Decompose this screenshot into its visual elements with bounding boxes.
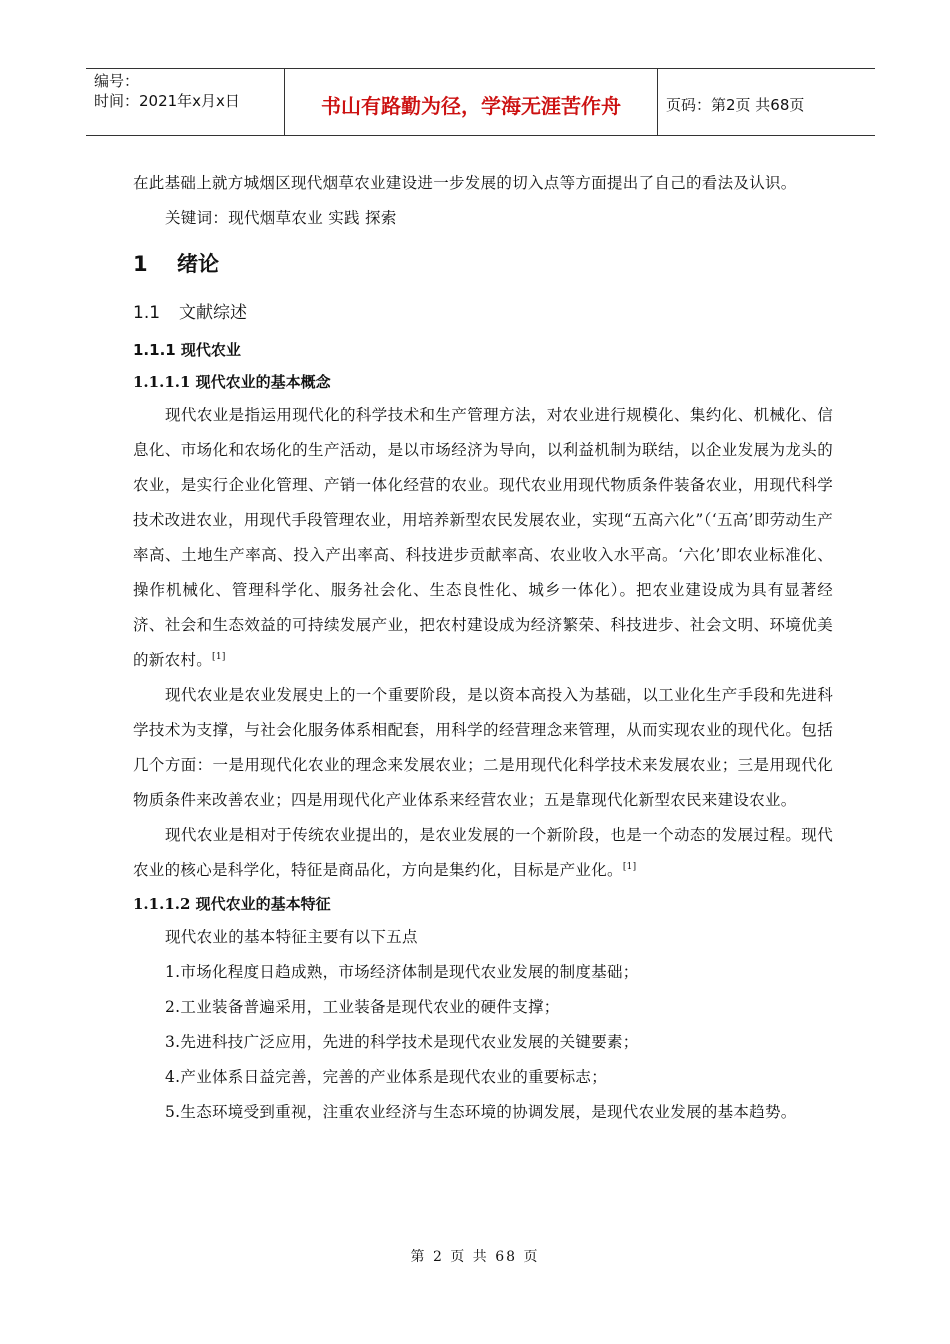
header-number-label: 编号： <box>94 72 140 90</box>
citation-ref: [1] <box>212 651 226 662</box>
page-footer: 第 2 页 共 68 页 <box>410 1249 540 1265</box>
section-title: 文献综述 <box>179 303 247 323</box>
chapter-title: 绪论 <box>177 252 219 276</box>
page-header <box>86 68 875 136</box>
list-item: 1.市场化程度日趋成熟，市场经济体制是现代农业发展的制度基础； <box>165 963 639 981</box>
paragraph-stage: 现代农业是农业发展史上的一个重要阶段，是以资本高投入为基础，以工业化生产手段和先进科学技术为支撑，与社会化服务体系相配套，用科学的经营理念来管理，从而实现农业的现代化。包括几个方面：一是用现代化农业的理念来发展农业；二是用现代化科学技术来发展农业；三是用现代化物质条件来改善农业；四是用现代化产业体系来经营农业；五是靠现代化新型农民来建设农业。 <box>133 686 833 809</box>
list-item: 4.产业体系日益完善，完善的产业体系是现代农业的重要标志； <box>165 1068 607 1086</box>
header-page-code: 页码：第2页 共68页 <box>666 95 805 114</box>
document-body <box>133 166 833 1130</box>
list-item: 3.先进科技广泛应用，先进的科学技术是现代农业发展的关键要素； <box>165 1033 639 1051</box>
features-intro: 现代农业的基本特征主要有以下五点 <box>165 928 418 946</box>
list-item: 5.生态环境受到重视，注重农业经济与生态环境的协调发展，是现代农业发展的基本趋势。 <box>165 1103 797 1121</box>
keywords-line: 关键词：现代烟草农业 实践 探索 <box>165 209 397 227</box>
subheading-concept: 1.1.1.1 现代农业的基本概念 <box>133 373 331 391</box>
paragraph-concept-text: 现代农业是指运用现代化的科学技术和生产管理方法，对农业进行规模化、集约化、机械化、信息化、市场化和农场化的生产活动，是以市场经济为导向，以利益机制为联结，以企业发展为龙头的农业，是实行企业化管理、产销一体化经营的农业。现代农业用现代物质条件装备农业，用现代科学技术改进农业，用现代手段管理农业，用培养新型农民发展农业，实现“五高六化”（‘五高’即劳动生产率高、土地生产率高、投入产出率高、科技进步贡献率高、农业收入水平高。‘六化’即农业标准化、操作机械化、管理科学化、服务社会化、生态良性化、城乡一体化）。把农业建设成为具有显著经济、社会和生态效益的可持续发展产业，把农村建设成为经济繁荣、科技进步、社会文明、环境优美的新农村。 <box>133 406 833 669</box>
chapter-number: 1 <box>133 252 148 276</box>
section-number: 1.1 <box>133 303 161 323</box>
intro-paragraph: 在此基础上就方城烟区现代烟草农业建设进一步发展的切入点等方面提出了自己的看法及认识。 <box>133 174 797 192</box>
section-heading <box>133 292 833 334</box>
subsection-heading: 1.1.1 现代农业 <box>133 341 241 359</box>
paragraph-core <box>133 818 833 888</box>
subheading-features: 1.1.1.2 现代农业的基本特征 <box>133 895 331 913</box>
citation-ref: [1] <box>622 861 637 872</box>
paragraph-concept <box>133 398 833 678</box>
paragraph-core-text: 现代农业是相对于传统农业提出的，是农业发展的一个新阶段，也是一个动态的发展过程。现代农业的核心是科学化，特征是商品化，方向是集约化，目标是产业化。 <box>133 826 833 879</box>
header-meta <box>86 69 285 135</box>
list-item: 2.工业装备普遍采用，工业装备是现代农业的硬件支撑； <box>165 998 560 1016</box>
chapter-heading <box>133 236 833 292</box>
header-date: 时间：2021年x月x日 <box>94 92 240 110</box>
header-motto: 书山有路勤为径，学海无涯苦作舟 <box>285 69 658 135</box>
